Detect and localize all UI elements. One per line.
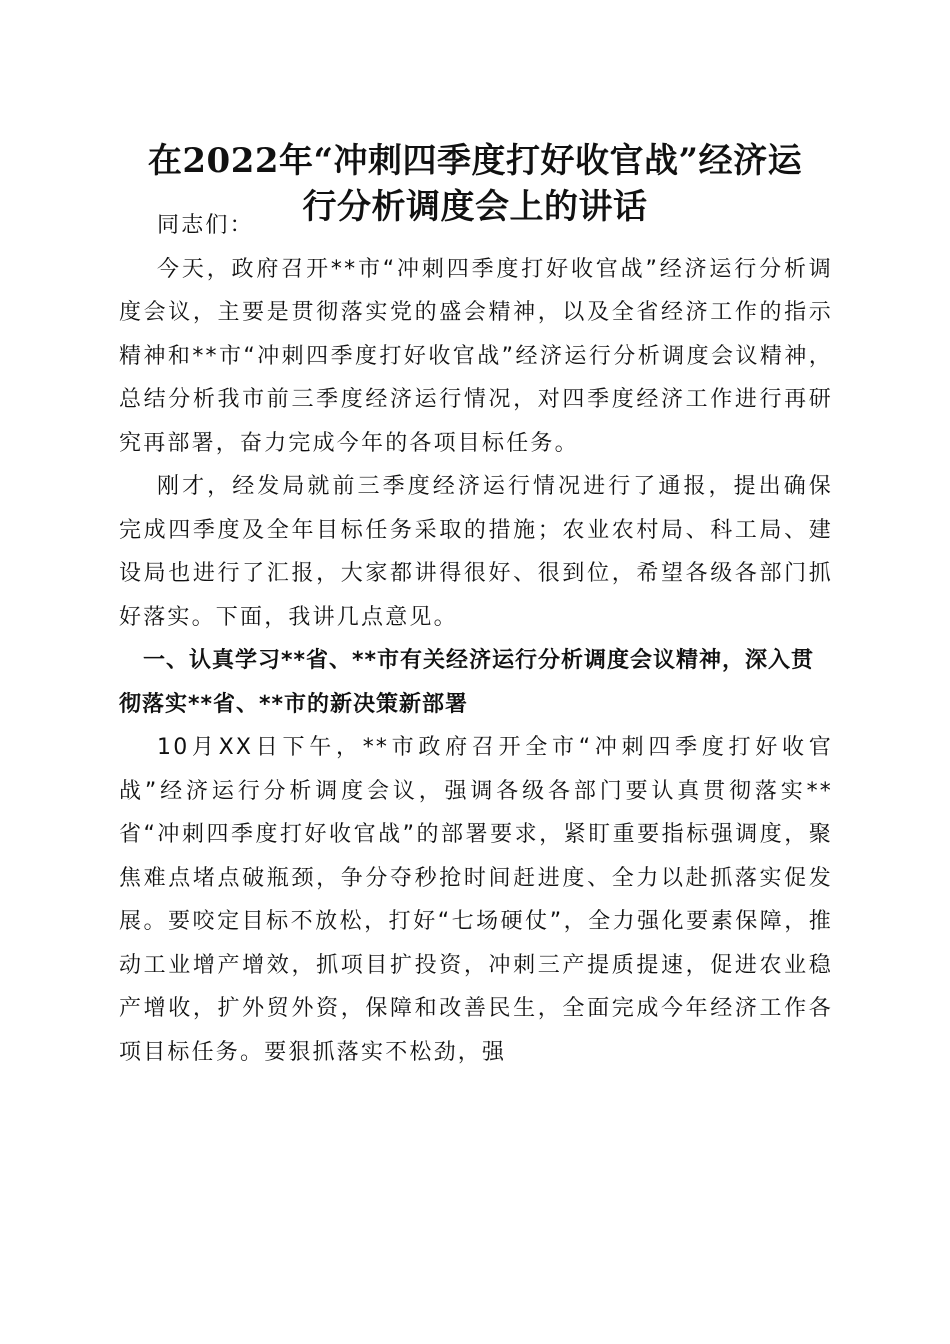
section-heading-1: 一、认真学习**省、**市有关经济运行分析调度会议精神，深入贯彻落实**省、**市的新决策新部署: [119, 648, 815, 717]
title-line-1: 在2022年“冲刺四季度打好收官战”经济运: [147, 141, 803, 181]
document-body: [119, 204, 833, 1074]
title-line-2: 行分析调度会上的讲话: [302, 187, 648, 227]
paragraph-opening: 今天，政府召开**市“冲刺四季度打好收官战”经济运行分析调度会议，主要是贯彻落实党的盛会精神，以及全省经济工作的指示精神和**市“冲刺四季度打好收官战”经济运行分析调度会议精神，总结分析我市前三季度经济运行情况，对四季度经济工作进行再研究再部署，奋力完成今年的各项目标任务。: [119, 256, 833, 456]
salutation: 同志们：: [157, 213, 254, 238]
paragraph-reports: 刚才，经发局就前三季度经济运行情况进行了通报，提出确保完成四季度及全年目标任务采取的措施；农业农村局、科工局、建设局也进行了汇报，大家都讲得很好、很到位，希望各级各部门抓好落实。下面，我讲几点意见。: [119, 474, 833, 630]
paragraph-section-1: 10月XX日下午，**市政府召开全市“冲刺四季度打好收官战”经济运行分析调度会议，强调各级各部门要认真贯彻落实**省“冲刺四季度打好收官战”的部署要求，紧盯重要指标强调度，聚焦难点堵点破瓶颈，争分夺秒抢时间赶进度、全力以赴抓落实促发展。要咬定目标不放松，打好“七场硬仗”，全力强化要素保障，推动工业增产增效，抓项目扩投资，冲刺三产提质提速，促进农业稳产增收，扩外贸外资，保障和改善民生，全面完成今年经济工作各项目标任务。要狠抓落实不松劲，强: [119, 735, 833, 1065]
